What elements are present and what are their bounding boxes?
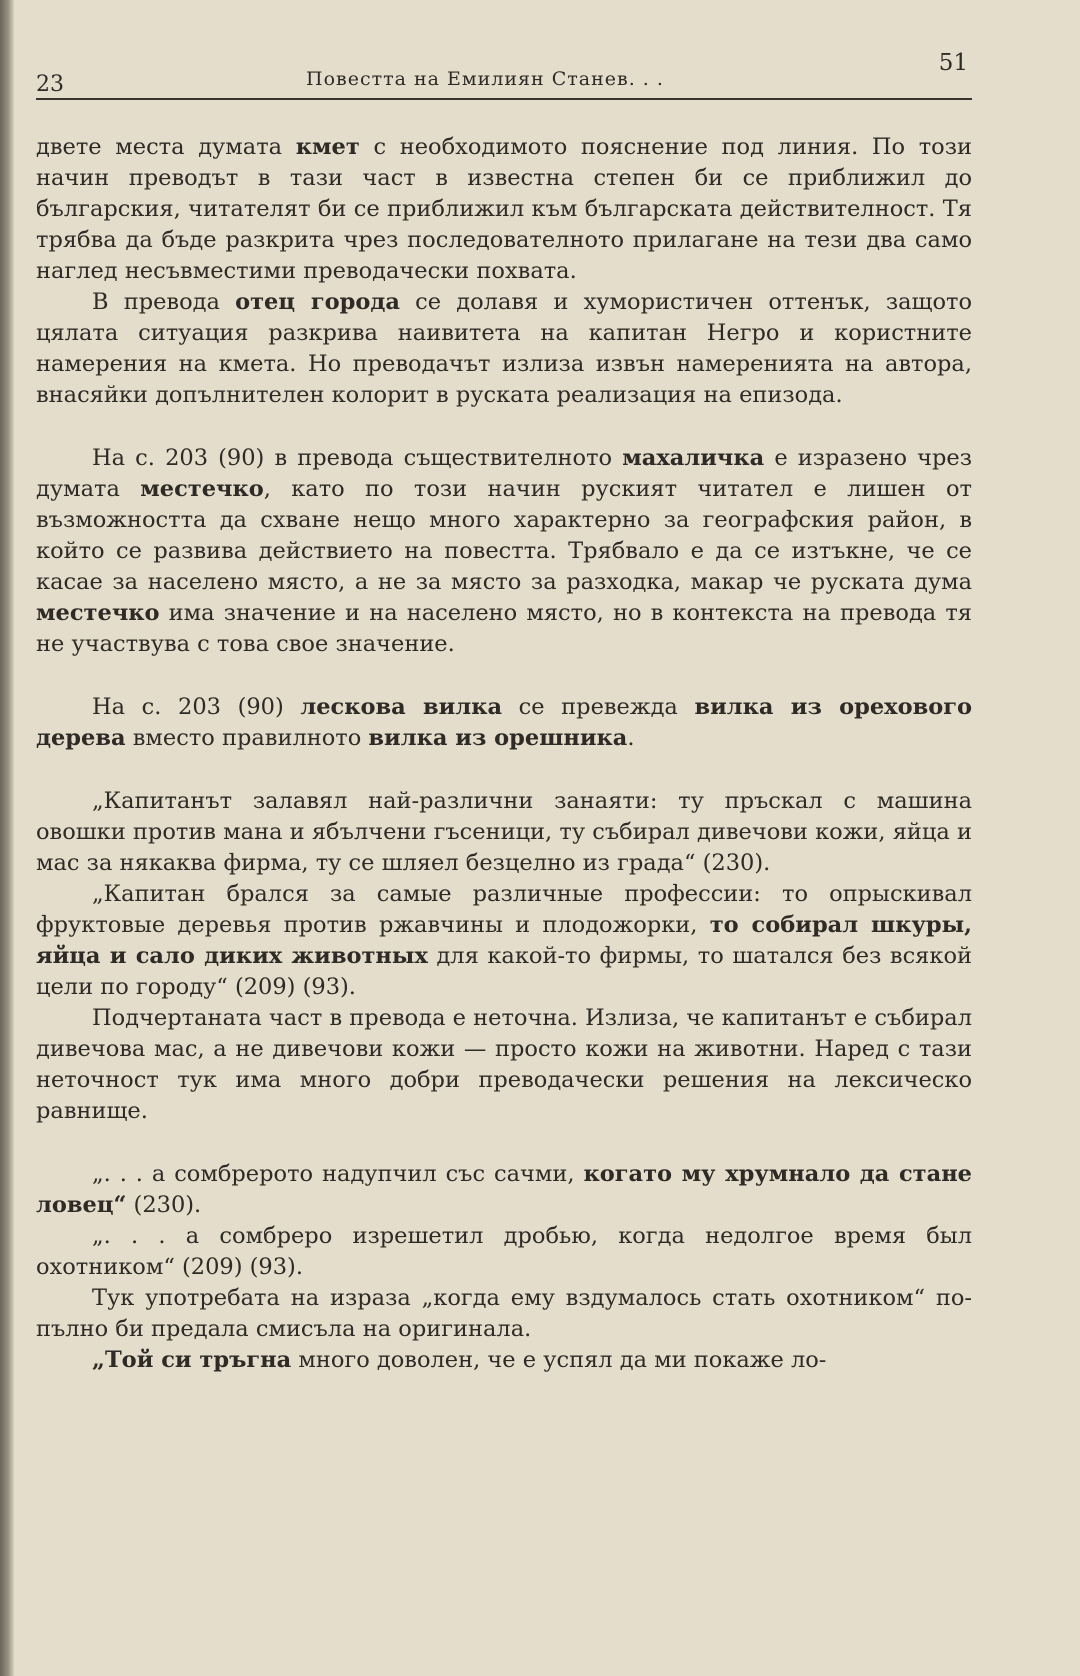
text-run: На с. 203 (90) — [92, 694, 301, 720]
paragraph — [36, 1345, 972, 1376]
text-run: „. . . а сомбрерото надупчил със сачми, — [92, 1161, 584, 1187]
text-run: с необходимото пояснение под линия. По този начин преводът в тази част в известна степен би се приближил до българския, читателят би се приближил към българската действителност. Тя трябва да бъде разкрита чрез последователното прилагане на тези два само наглед несъвместими преводачески похвата. — [36, 134, 972, 284]
body-text — [36, 132, 972, 1376]
bold-term: вилка из орешника — [368, 725, 628, 751]
text-run: се долавя и хумористичен оттенък, защото цялата ситуация разкрива наивитета на капитан Негро и користните намерения на кмета. Но преводачът излиза извън намеренията на автора, внасяйки допълнителен колорит в руската реализация на епизода. — [36, 289, 972, 408]
paragraph — [36, 1159, 972, 1221]
left-page-number: 23 — [36, 72, 64, 97]
paragraph — [36, 1221, 972, 1283]
header-rule — [36, 98, 972, 100]
text-run: е изразено чрез думата — [36, 445, 972, 502]
bold-term: отец города — [235, 289, 400, 315]
text-run: В превода — [92, 289, 236, 315]
bold-term: местечко — [36, 600, 160, 626]
text-run: се превежда — [502, 694, 695, 720]
text-run: На с. 203 (90) в превода съществителното — [92, 445, 623, 471]
right-page-number: 51 — [938, 50, 968, 76]
paragraph — [36, 692, 972, 754]
paragraph — [36, 132, 972, 287]
paragraph — [36, 879, 972, 1003]
text-run: много доволен, че е успял да ми покаже ло- — [291, 1347, 827, 1373]
paragraph — [36, 786, 972, 879]
text-run: Подчертаната част в превода е неточна. Излиза, че капитанът е събирал дивечова мас, а не дивечови кожи — просто кожи на животни. Наред с тази неточност тук има много добри преводачески решения на лексическо равнище. — [36, 1005, 972, 1124]
text-run: , като по този начин руският читател е лишен от възможността да схване нещо много характерно за географския район, в който се развива действието на повестта. Трябвало е да се изтъкне, че се касае за населено място, а не за място за разходка, макар че руската дума — [36, 476, 972, 595]
text-run: „Капитанът залавял най-различни занаяти: ту пръскал с машина овошки против мана и ябълчени гъсеници, ту събирал дивечови кожи, яйца и мас за някаква фирма, ту се шляел безцелно из града“ (230). — [36, 788, 972, 876]
paragraph — [36, 1003, 972, 1127]
text-run: двете места думата — [36, 134, 296, 160]
text-run: . — [627, 725, 635, 751]
text-run: Тук употребата на израза „когда ему вздумалось стать охотником“ по-пълно би предала смисъла на оригинала. — [36, 1285, 972, 1342]
text-run: (230). — [126, 1192, 202, 1218]
bold-term: лескова вилка — [300, 694, 503, 720]
paragraph — [36, 1283, 972, 1345]
text-run: има значение и на населено място, но в контекста на превода тя не участвува с това свое значение. — [36, 600, 972, 657]
bold-term: то собирал шкуры, яйца и сало диких животных — [36, 912, 972, 969]
text-run: „. . . а сомбреро изрешетил дробью, когда недолгое время был охотником“ (209) (93). — [36, 1223, 972, 1280]
bold-term: когато му хрумнало да стане ловец“ — [36, 1161, 972, 1218]
bold-term: кмет — [295, 134, 360, 160]
bold-term: махаличка — [622, 445, 765, 471]
book-spine-shadow — [0, 0, 14, 1676]
text-run: вместо правилното — [125, 725, 369, 751]
bold-term: местечко — [140, 476, 264, 502]
text-run: „Капитан брался за самые различные профессии: то опрыскивал фруктовые деревья против ржавчины и плодожорки, — [36, 881, 972, 938]
paragraph — [36, 287, 972, 411]
text-run: для какой-то фирмы, то шатался без всякой цели по городу“ (209) (93). — [36, 943, 972, 1000]
bold-term: вилка из орехового дерева — [36, 694, 973, 751]
book-page — [36, 0, 972, 1676]
bold-term: „Той си тръгна — [92, 1347, 292, 1373]
paragraph — [36, 443, 972, 660]
page-header — [36, 50, 972, 104]
running-title: Повестта на Емилиян Станев. . . — [306, 68, 664, 90]
